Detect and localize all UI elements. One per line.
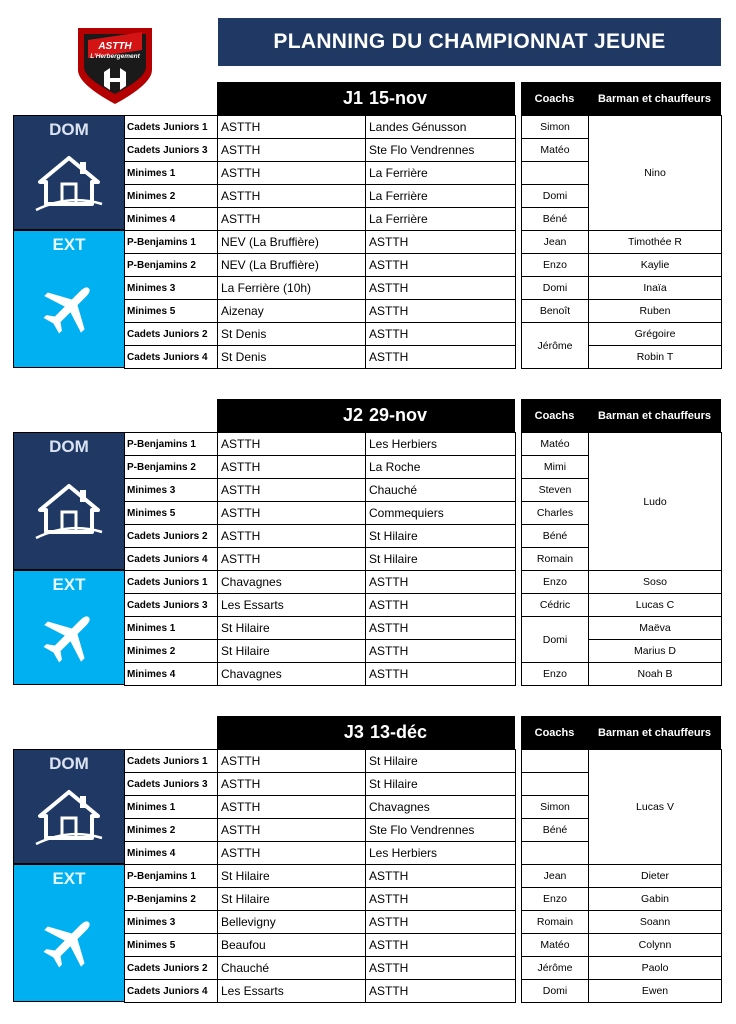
home-team-cell: St Hilaire (218, 617, 366, 640)
away-team-cell: ASTTH (366, 594, 516, 617)
category-cell: Cadets Juniors 1 (125, 750, 218, 773)
match-row (125, 254, 516, 277)
home-team-cell: Les Essarts (218, 594, 366, 617)
match-row (125, 208, 516, 231)
match-row (125, 479, 516, 502)
barman-cell: Noah B (589, 663, 722, 686)
match-row (125, 548, 516, 571)
home-team-cell: ASTTH (218, 796, 366, 819)
coach-cell: Béné (522, 208, 589, 231)
matches-table (124, 115, 516, 369)
matches-table (124, 432, 516, 686)
staff-row (522, 888, 722, 911)
home-team-cell: Bellevigny (218, 911, 366, 934)
category-cell: Minimes 4 (125, 842, 218, 865)
coach-cell: Domi (522, 277, 589, 300)
category-cell: Cadets Juniors 1 (125, 116, 218, 139)
away-team-cell: ASTTH (366, 300, 516, 323)
away-team-cell: ASTTH (366, 957, 516, 980)
match-row (125, 911, 516, 934)
day-code: J2 (342, 405, 363, 425)
category-cell: P-Benjamins 2 (125, 456, 218, 479)
coach-cell: Domi (522, 185, 589, 208)
match-row (125, 842, 516, 865)
category-cell: Cadets Juniors 3 (125, 139, 218, 162)
home-team-cell: Chauché (218, 957, 366, 980)
house-icon (34, 482, 104, 545)
home-team-cell: Chavagnes (218, 663, 366, 686)
away-team-cell: Commequiers (366, 502, 516, 525)
barman-cell: Robin T (589, 346, 722, 369)
coach-cell: Matéo (522, 934, 589, 957)
barman-cell: Nino (589, 116, 722, 231)
category-cell: Cadets Juniors 2 (125, 957, 218, 980)
barman-cell: Kaylie (589, 254, 722, 277)
staff-row (522, 865, 722, 888)
match-row (125, 571, 516, 594)
match-row (125, 888, 516, 911)
home-panel (13, 749, 125, 864)
category-cell: P-Benjamins 1 (125, 433, 218, 456)
logo-text-1: ASTTH (98, 41, 132, 52)
day-date: 15-nov (368, 88, 427, 108)
barman-cell: Ludo (589, 433, 722, 571)
home-label: DOM (49, 437, 89, 456)
match-row (125, 957, 516, 980)
coach-cell: Domi (522, 617, 589, 663)
home-team-cell: Aizenay (218, 300, 366, 323)
barman-cell: Soso (589, 571, 722, 594)
staff-row (522, 323, 722, 346)
away-team-cell: St Hilaire (366, 750, 516, 773)
category-cell: Cadets Juniors 3 (125, 594, 218, 617)
coach-cell: Jérôme (522, 957, 589, 980)
away-team-cell: La Roche (366, 456, 516, 479)
category-cell: Minimes 3 (125, 277, 218, 300)
category-cell: Cadets Juniors 2 (125, 323, 218, 346)
coach-cell: Enzo (522, 663, 589, 686)
barman-cell: Paolo (589, 957, 722, 980)
category-cell: Cadets Juniors 2 (125, 525, 218, 548)
away-team-cell: ASTTH (366, 277, 516, 300)
coach-cell: Benoît (522, 300, 589, 323)
category-cell: Minimes 2 (125, 819, 218, 842)
staff-row (522, 957, 722, 980)
club-logo (70, 20, 160, 106)
coach-cell: Cédric (522, 594, 589, 617)
day-header (217, 82, 515, 115)
away-team-cell: ASTTH (366, 640, 516, 663)
away-panel (13, 864, 125, 1002)
barman-cell: Soann (589, 911, 722, 934)
coach-cell: Jean (522, 231, 589, 254)
category-cell: Cadets Juniors 1 (125, 571, 218, 594)
home-team-cell: ASTTH (218, 819, 366, 842)
staff-table (521, 115, 722, 369)
coach-cell (522, 842, 589, 865)
away-team-cell: ASTTH (366, 911, 516, 934)
away-team-cell: ASTTH (366, 617, 516, 640)
home-team-cell: ASTTH (218, 162, 366, 185)
home-team-cell: La Ferrière (10h) (218, 277, 366, 300)
coach-cell: Mimi (522, 456, 589, 479)
away-team-cell: Les Herbiers (366, 842, 516, 865)
coach-cell: Simon (522, 116, 589, 139)
coach-cell: Béné (522, 819, 589, 842)
coach-cell (522, 750, 589, 773)
away-team-cell: Ste Flo Vendrennes (366, 819, 516, 842)
match-row (125, 231, 516, 254)
coach-cell: Jérôme (522, 323, 589, 369)
coach-cell: Domi (522, 980, 589, 1003)
home-team-cell: ASTTH (218, 116, 366, 139)
match-row (125, 865, 516, 888)
coach-cell: Matéo (522, 139, 589, 162)
match-row (125, 617, 516, 640)
coach-cell: Béné (522, 525, 589, 548)
home-team-cell: Beaufou (218, 934, 366, 957)
staff-row (522, 980, 722, 1003)
matches-table (124, 749, 516, 1003)
away-team-cell: ASTTH (366, 888, 516, 911)
page-title: PLANNING DU CHAMPIONNAT JEUNE (218, 18, 721, 66)
away-team-cell: Chauché (366, 479, 516, 502)
barman-header: Barman et chauffeurs (588, 716, 721, 749)
category-cell: Minimes 2 (125, 640, 218, 663)
staff-table (521, 432, 722, 686)
home-team-cell: St Hilaire (218, 865, 366, 888)
home-team-cell: ASTTH (218, 433, 366, 456)
coach-cell: Enzo (522, 254, 589, 277)
home-team-cell: St Denis (218, 323, 366, 346)
logo-text-2: L'Herbergement (90, 53, 140, 60)
match-row (125, 663, 516, 686)
staff-row (522, 594, 722, 617)
barman-cell: Inaïa (589, 277, 722, 300)
away-team-cell: Landes Génusson (366, 116, 516, 139)
house-icon (34, 788, 104, 851)
away-team-cell: ASTTH (366, 571, 516, 594)
barman-cell: Marius D (589, 640, 722, 663)
day-code: J3 (343, 722, 364, 742)
category-cell: Minimes 1 (125, 162, 218, 185)
category-cell: Cadets Juniors 4 (125, 548, 218, 571)
away-team-cell: ASTTH (366, 346, 516, 369)
category-cell: Minimes 5 (125, 502, 218, 525)
category-cell: P-Benjamins 1 (125, 865, 218, 888)
staff-table (521, 749, 722, 1003)
barman-header: Barman et chauffeurs (588, 82, 721, 115)
match-row (125, 934, 516, 957)
away-team-cell: ASTTH (366, 980, 516, 1003)
day-date: 29-nov (368, 405, 427, 425)
match-row (125, 300, 516, 323)
category-cell: Minimes 2 (125, 185, 218, 208)
match-row (125, 819, 516, 842)
home-team-cell: ASTTH (218, 456, 366, 479)
home-team-cell: ASTTH (218, 479, 366, 502)
day-date: 13-déc (369, 722, 427, 742)
away-team-cell: St Hilaire (366, 548, 516, 571)
category-cell: P-Benjamins 2 (125, 254, 218, 277)
home-panel (13, 432, 125, 570)
staff-row (522, 231, 722, 254)
match-row (125, 796, 516, 819)
home-team-cell: ASTTH (218, 773, 366, 796)
away-team-cell: ASTTH (366, 865, 516, 888)
barman-cell: Lucas V (589, 750, 722, 865)
home-team-cell: ASTTH (218, 185, 366, 208)
home-label: DOM (49, 754, 89, 773)
match-row (125, 640, 516, 663)
match-row (125, 773, 516, 796)
category-cell: Minimes 5 (125, 934, 218, 957)
house-icon (34, 154, 104, 217)
category-cell: Minimes 4 (125, 208, 218, 231)
barman-cell: Grégoire (589, 323, 722, 346)
coach-cell: Steven (522, 479, 589, 502)
coach-cell (522, 162, 589, 185)
home-team-cell: ASTTH (218, 548, 366, 571)
coach-cell: Enzo (522, 888, 589, 911)
plane-icon (39, 912, 99, 977)
coaches-header: Coachs (521, 82, 588, 115)
away-team-cell: St Hilaire (366, 773, 516, 796)
barman-cell: Gabin (589, 888, 722, 911)
staff-row (522, 750, 722, 773)
match-row (125, 277, 516, 300)
home-team-cell: ASTTH (218, 750, 366, 773)
category-cell: Cadets Juniors 3 (125, 773, 218, 796)
day-header (217, 399, 515, 432)
away-team-cell: La Ferrière (366, 208, 516, 231)
barman-cell: Ewen (589, 980, 722, 1003)
home-team-cell: ASTTH (218, 842, 366, 865)
away-team-cell: ASTTH (366, 663, 516, 686)
staff-row (522, 663, 722, 686)
home-team-cell: Les Essarts (218, 980, 366, 1003)
staff-row (522, 617, 722, 640)
home-team-cell: St Hilaire (218, 640, 366, 663)
barman-cell: Timothée R (589, 231, 722, 254)
away-team-cell: ASTTH (366, 934, 516, 957)
home-team-cell: ASTTH (218, 139, 366, 162)
away-team-cell: St Hilaire (366, 525, 516, 548)
home-team-cell: ASTTH (218, 208, 366, 231)
barman-cell: Ruben (589, 300, 722, 323)
plane-icon (39, 607, 99, 672)
away-team-cell: La Ferrière (366, 185, 516, 208)
category-cell: Cadets Juniors 4 (125, 980, 218, 1003)
away-panel (13, 570, 125, 685)
match-row (125, 185, 516, 208)
home-team-cell: NEV (La Bruffière) (218, 254, 366, 277)
home-team-cell: St Denis (218, 346, 366, 369)
coach-cell: Matéo (522, 433, 589, 456)
barman-cell: Lucas C (589, 594, 722, 617)
coach-cell: Romain (522, 548, 589, 571)
category-cell: Minimes 1 (125, 796, 218, 819)
home-team-cell: ASTTH (218, 525, 366, 548)
away-team-cell: Chavagnes (366, 796, 516, 819)
category-cell: P-Benjamins 1 (125, 231, 218, 254)
coaches-header: Coachs (521, 399, 588, 432)
coach-cell: Charles (522, 502, 589, 525)
home-label: DOM (49, 120, 89, 139)
staff-row (522, 254, 722, 277)
category-cell: P-Benjamins 2 (125, 888, 218, 911)
coach-cell (522, 773, 589, 796)
match-row (125, 980, 516, 1003)
away-label: EXT (52, 869, 86, 888)
match-row (125, 525, 516, 548)
barman-cell: Dieter (589, 865, 722, 888)
match-row (125, 456, 516, 479)
home-team-cell: Chavagnes (218, 571, 366, 594)
home-team-cell: ASTTH (218, 502, 366, 525)
match-row (125, 116, 516, 139)
category-cell: Minimes 1 (125, 617, 218, 640)
category-cell: Minimes 5 (125, 300, 218, 323)
away-panel (13, 230, 125, 368)
staff-row (522, 911, 722, 934)
away-team-cell: Ste Flo Vendrennes (366, 139, 516, 162)
coach-cell: Jean (522, 865, 589, 888)
match-row (125, 750, 516, 773)
staff-row (522, 433, 722, 456)
staff-row (522, 934, 722, 957)
match-row (125, 594, 516, 617)
plane-icon (39, 278, 99, 343)
away-team-cell: Les Herbiers (366, 433, 516, 456)
match-row (125, 502, 516, 525)
match-row (125, 433, 516, 456)
match-row (125, 323, 516, 346)
staff-row (522, 300, 722, 323)
match-row (125, 346, 516, 369)
category-cell: Minimes 4 (125, 663, 218, 686)
coaches-header: Coachs (521, 716, 588, 749)
category-cell: Minimes 3 (125, 479, 218, 502)
day-code: J1 (342, 88, 363, 108)
home-panel (13, 115, 125, 230)
home-team-cell: NEV (La Bruffière) (218, 231, 366, 254)
day-header (217, 716, 515, 749)
barman-cell: Colynn (589, 934, 722, 957)
coach-cell: Romain (522, 911, 589, 934)
away-team-cell: ASTTH (366, 323, 516, 346)
away-label: EXT (52, 235, 86, 254)
barman-cell: Maëva (589, 617, 722, 640)
category-cell: Minimes 3 (125, 911, 218, 934)
staff-row (522, 116, 722, 139)
away-team-cell: ASTTH (366, 254, 516, 277)
home-team-cell: St Hilaire (218, 888, 366, 911)
away-team-cell: La Ferrière (366, 162, 516, 185)
staff-row (522, 277, 722, 300)
barman-header: Barman et chauffeurs (588, 399, 721, 432)
category-cell: Cadets Juniors 4 (125, 346, 218, 369)
match-row (125, 139, 516, 162)
coach-cell: Enzo (522, 571, 589, 594)
staff-row (522, 571, 722, 594)
coach-cell: Simon (522, 796, 589, 819)
away-label: EXT (52, 575, 86, 594)
match-row (125, 162, 516, 185)
away-team-cell: ASTTH (366, 231, 516, 254)
